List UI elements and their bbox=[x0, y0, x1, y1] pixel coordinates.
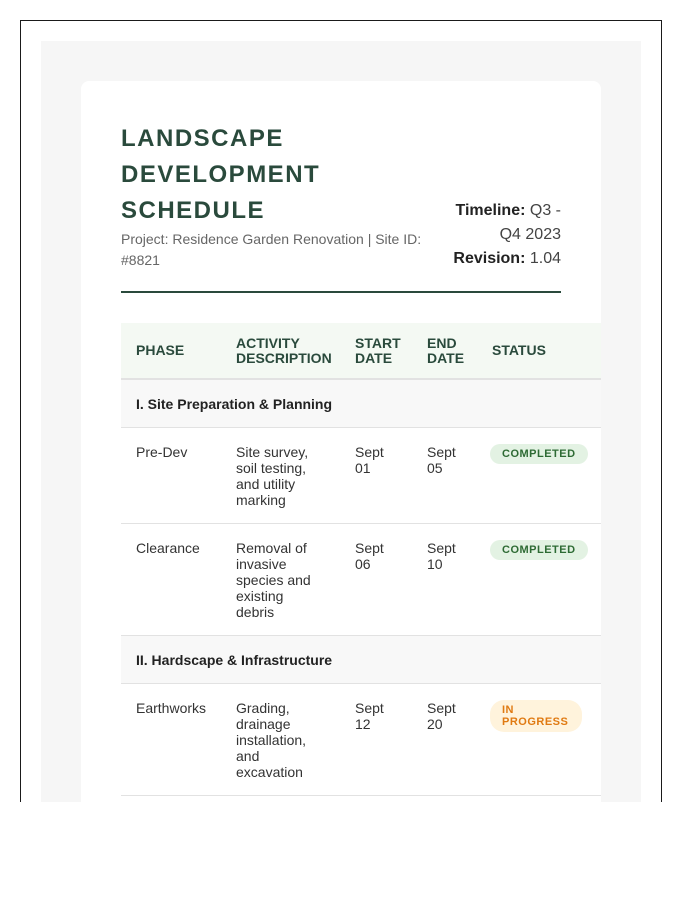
document-frame bbox=[20, 20, 662, 802]
description-cell: Site survey, soil testing, and utility marking bbox=[221, 428, 340, 524]
schedule-card bbox=[81, 81, 601, 802]
column-header-end-date: END DATE bbox=[412, 323, 477, 379]
status-badge: COMPLETED bbox=[490, 444, 588, 464]
phase-cell: Pre-Dev bbox=[121, 428, 221, 524]
group-title: II. Hardscape & Infrastructure bbox=[121, 636, 601, 684]
status-badge: COMPLETED bbox=[490, 540, 588, 560]
status-cell bbox=[477, 684, 601, 796]
end-date-cell: Sept 10 bbox=[412, 524, 477, 636]
status-cell bbox=[477, 524, 601, 636]
column-header-description: ACTIVITY DESCRIPTION bbox=[221, 323, 340, 379]
table-row bbox=[121, 524, 601, 636]
revision-value: 1.04 bbox=[529, 250, 561, 267]
phase-cell: Earthworks bbox=[121, 684, 221, 796]
group-title: I. Site Preparation & Planning bbox=[121, 379, 601, 428]
page-title: LANDSCAPE DEVELOPMENT SCHEDULE bbox=[121, 125, 321, 224]
table-row bbox=[121, 684, 601, 796]
table-row bbox=[121, 428, 601, 524]
group-row bbox=[121, 636, 601, 684]
document-header bbox=[121, 121, 561, 293]
schedule-table bbox=[121, 323, 601, 796]
revision-line bbox=[431, 247, 561, 271]
start-date-cell: Sept 06 bbox=[340, 524, 412, 636]
description-cell: Grading, drainage installation, and excavation bbox=[221, 684, 340, 796]
timeline-line bbox=[431, 199, 561, 247]
project-subtitle: Project: Residence Garden Renovation | Site ID: #8821 bbox=[121, 231, 422, 268]
table-header-row bbox=[121, 323, 601, 379]
status-badge: IN PROGRESS bbox=[490, 700, 582, 732]
header-meta bbox=[431, 199, 561, 271]
description-cell: Removal of invasive species and existing debris bbox=[221, 524, 340, 636]
group-row bbox=[121, 379, 601, 428]
column-header-status: STATUS bbox=[477, 323, 601, 379]
start-date-cell: Sept 12 bbox=[340, 684, 412, 796]
timeline-value: Q3 - Q4 2023 bbox=[499, 202, 561, 243]
status-cell bbox=[477, 428, 601, 524]
phase-cell: Clearance bbox=[121, 524, 221, 636]
column-header-start-date: START DATE bbox=[340, 323, 412, 379]
start-date-cell: Sept 01 bbox=[340, 428, 412, 524]
document-background bbox=[41, 41, 641, 802]
end-date-cell: Sept 20 bbox=[412, 684, 477, 796]
revision-label: Revision: bbox=[453, 250, 526, 267]
end-date-cell: Sept 05 bbox=[412, 428, 477, 524]
column-header-phase: PHASE bbox=[121, 323, 221, 379]
timeline-label: Timeline: bbox=[455, 202, 526, 219]
